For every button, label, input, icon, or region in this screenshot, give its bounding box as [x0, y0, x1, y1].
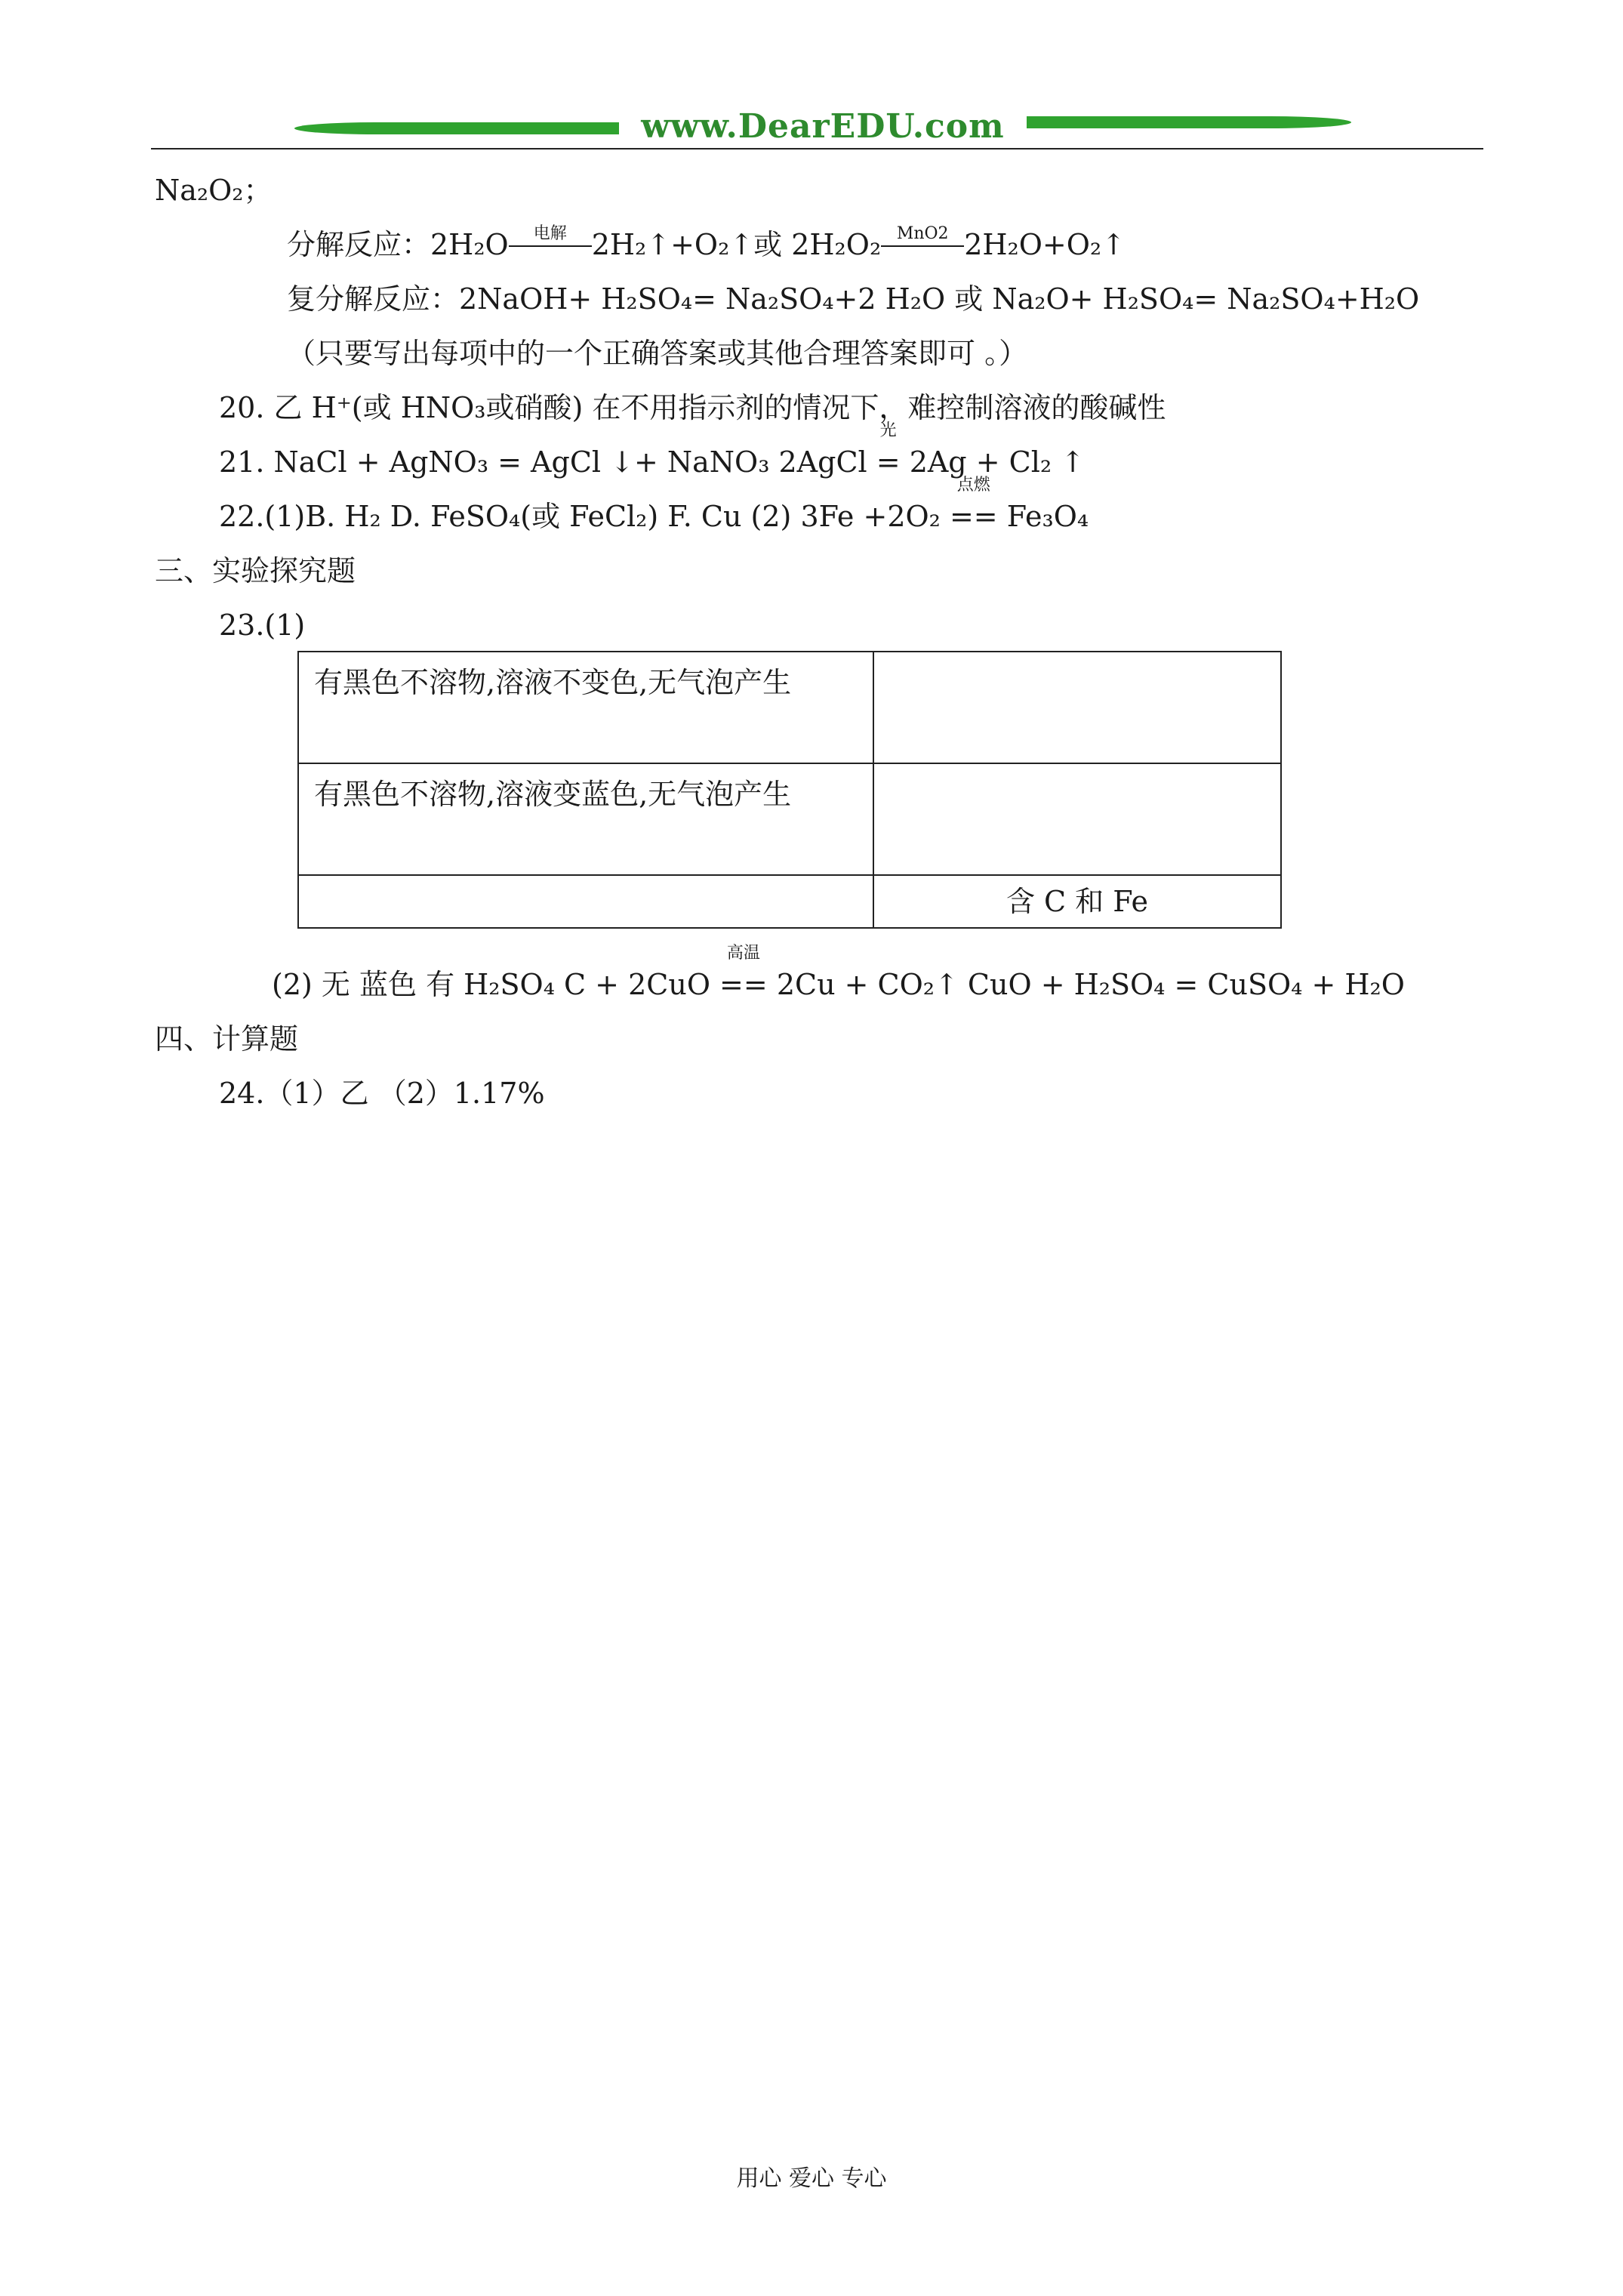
- table-cell: [873, 763, 1281, 875]
- table-cell: [298, 875, 873, 928]
- decomposition-prefix: 分解反应：2H₂O: [287, 228, 509, 261]
- logo-swoosh-right: [1027, 116, 1351, 128]
- double-decomposition-line: 复分解反应：2NaOH+ H₂SO₄= Na₂SO₄+2 H₂O 或 Na₂O+ H₂SO₄= Na₂SO₄+H₂O: [287, 282, 1420, 316]
- table-row: [298, 763, 1281, 875]
- high-temp-condition: 高温 ==: [719, 944, 768, 1001]
- mno2-label: MnO2: [896, 224, 949, 243]
- logo-swoosh-left: [294, 122, 619, 134]
- decomposition-middle: 2H₂↑+O₂↑或 2H₂O₂: [591, 228, 882, 261]
- answer-22: [219, 476, 1089, 536]
- section-3-heading: 三、实验探究题: [155, 554, 356, 587]
- electrolysis-label: 电解: [533, 224, 567, 243]
- light-label: 光: [879, 421, 897, 440]
- decomposition-end: 2H₂O+O₂↑: [964, 228, 1126, 261]
- table-cell: 含 C 和 Fe: [873, 875, 1281, 928]
- header-rule: [151, 148, 1483, 149]
- mno2-arrow: [881, 224, 964, 247]
- decomposition-line: [287, 225, 1126, 264]
- high-temp-label: 高温: [726, 944, 760, 963]
- logo-text: www.DearEDU.com: [641, 107, 1005, 146]
- answer-24: 24.（1）乙 （2）1.17%: [219, 1077, 545, 1110]
- answer-23-2: [272, 944, 1405, 1004]
- table-row: [298, 652, 1281, 763]
- light-condition: 光 =: [876, 421, 901, 479]
- answer-22-left: 22.(1)B. H₂ D. FeSO₄(或 FeCl₂) F. Cu (2) 3Fe +2O₂: [219, 500, 950, 533]
- answer-23-2-right: 2Cu + CO₂↑ CuO + H₂SO₄ = CuSO₄ + H₂O: [767, 968, 1405, 1001]
- question-23-label: 23.(1): [219, 609, 306, 642]
- answer-22-right: Fe₃O₄: [997, 500, 1089, 533]
- na2o2-line: Na₂O₂；: [155, 174, 273, 207]
- table-cell: 有黑色不溶物,溶液不变色,无气泡产生: [298, 652, 873, 763]
- table-row: [298, 875, 1281, 928]
- site-logo: [294, 106, 1351, 151]
- table-cell: [873, 652, 1281, 763]
- ignite-condition: 点燃 ==: [949, 476, 998, 533]
- section-4-heading: 四、计算题: [155, 1022, 299, 1056]
- page-footer: 用心 爱心 专心: [736, 2165, 887, 2192]
- electrolysis-arrow: [509, 224, 592, 247]
- note-line: （只要写出每项中的一个正确答案或其他合理答案即可 。）: [287, 337, 1028, 370]
- table-cell: 有黑色不溶物,溶液变蓝色,无气泡产生: [298, 763, 873, 875]
- answer-21: [219, 421, 1086, 482]
- experiment-table: [297, 651, 1282, 929]
- ignite-label: 点燃: [956, 476, 990, 495]
- answer-21-right: 2Ag + Cl₂ ↑: [900, 445, 1086, 479]
- answer-20: 20. 乙 H⁺(或 HNO₃或硝酸) 在不用指示剂的情况下，难控制溶液的酸碱性: [219, 391, 1166, 424]
- answer-23-2-left: (2) 无 蓝色 有 H₂SO₄ C + 2CuO: [272, 968, 720, 1001]
- answer-21-left: 21. NaCl + AgNO₃ = AgCl ↓+ NaNO₃ 2AgCl: [219, 445, 876, 479]
